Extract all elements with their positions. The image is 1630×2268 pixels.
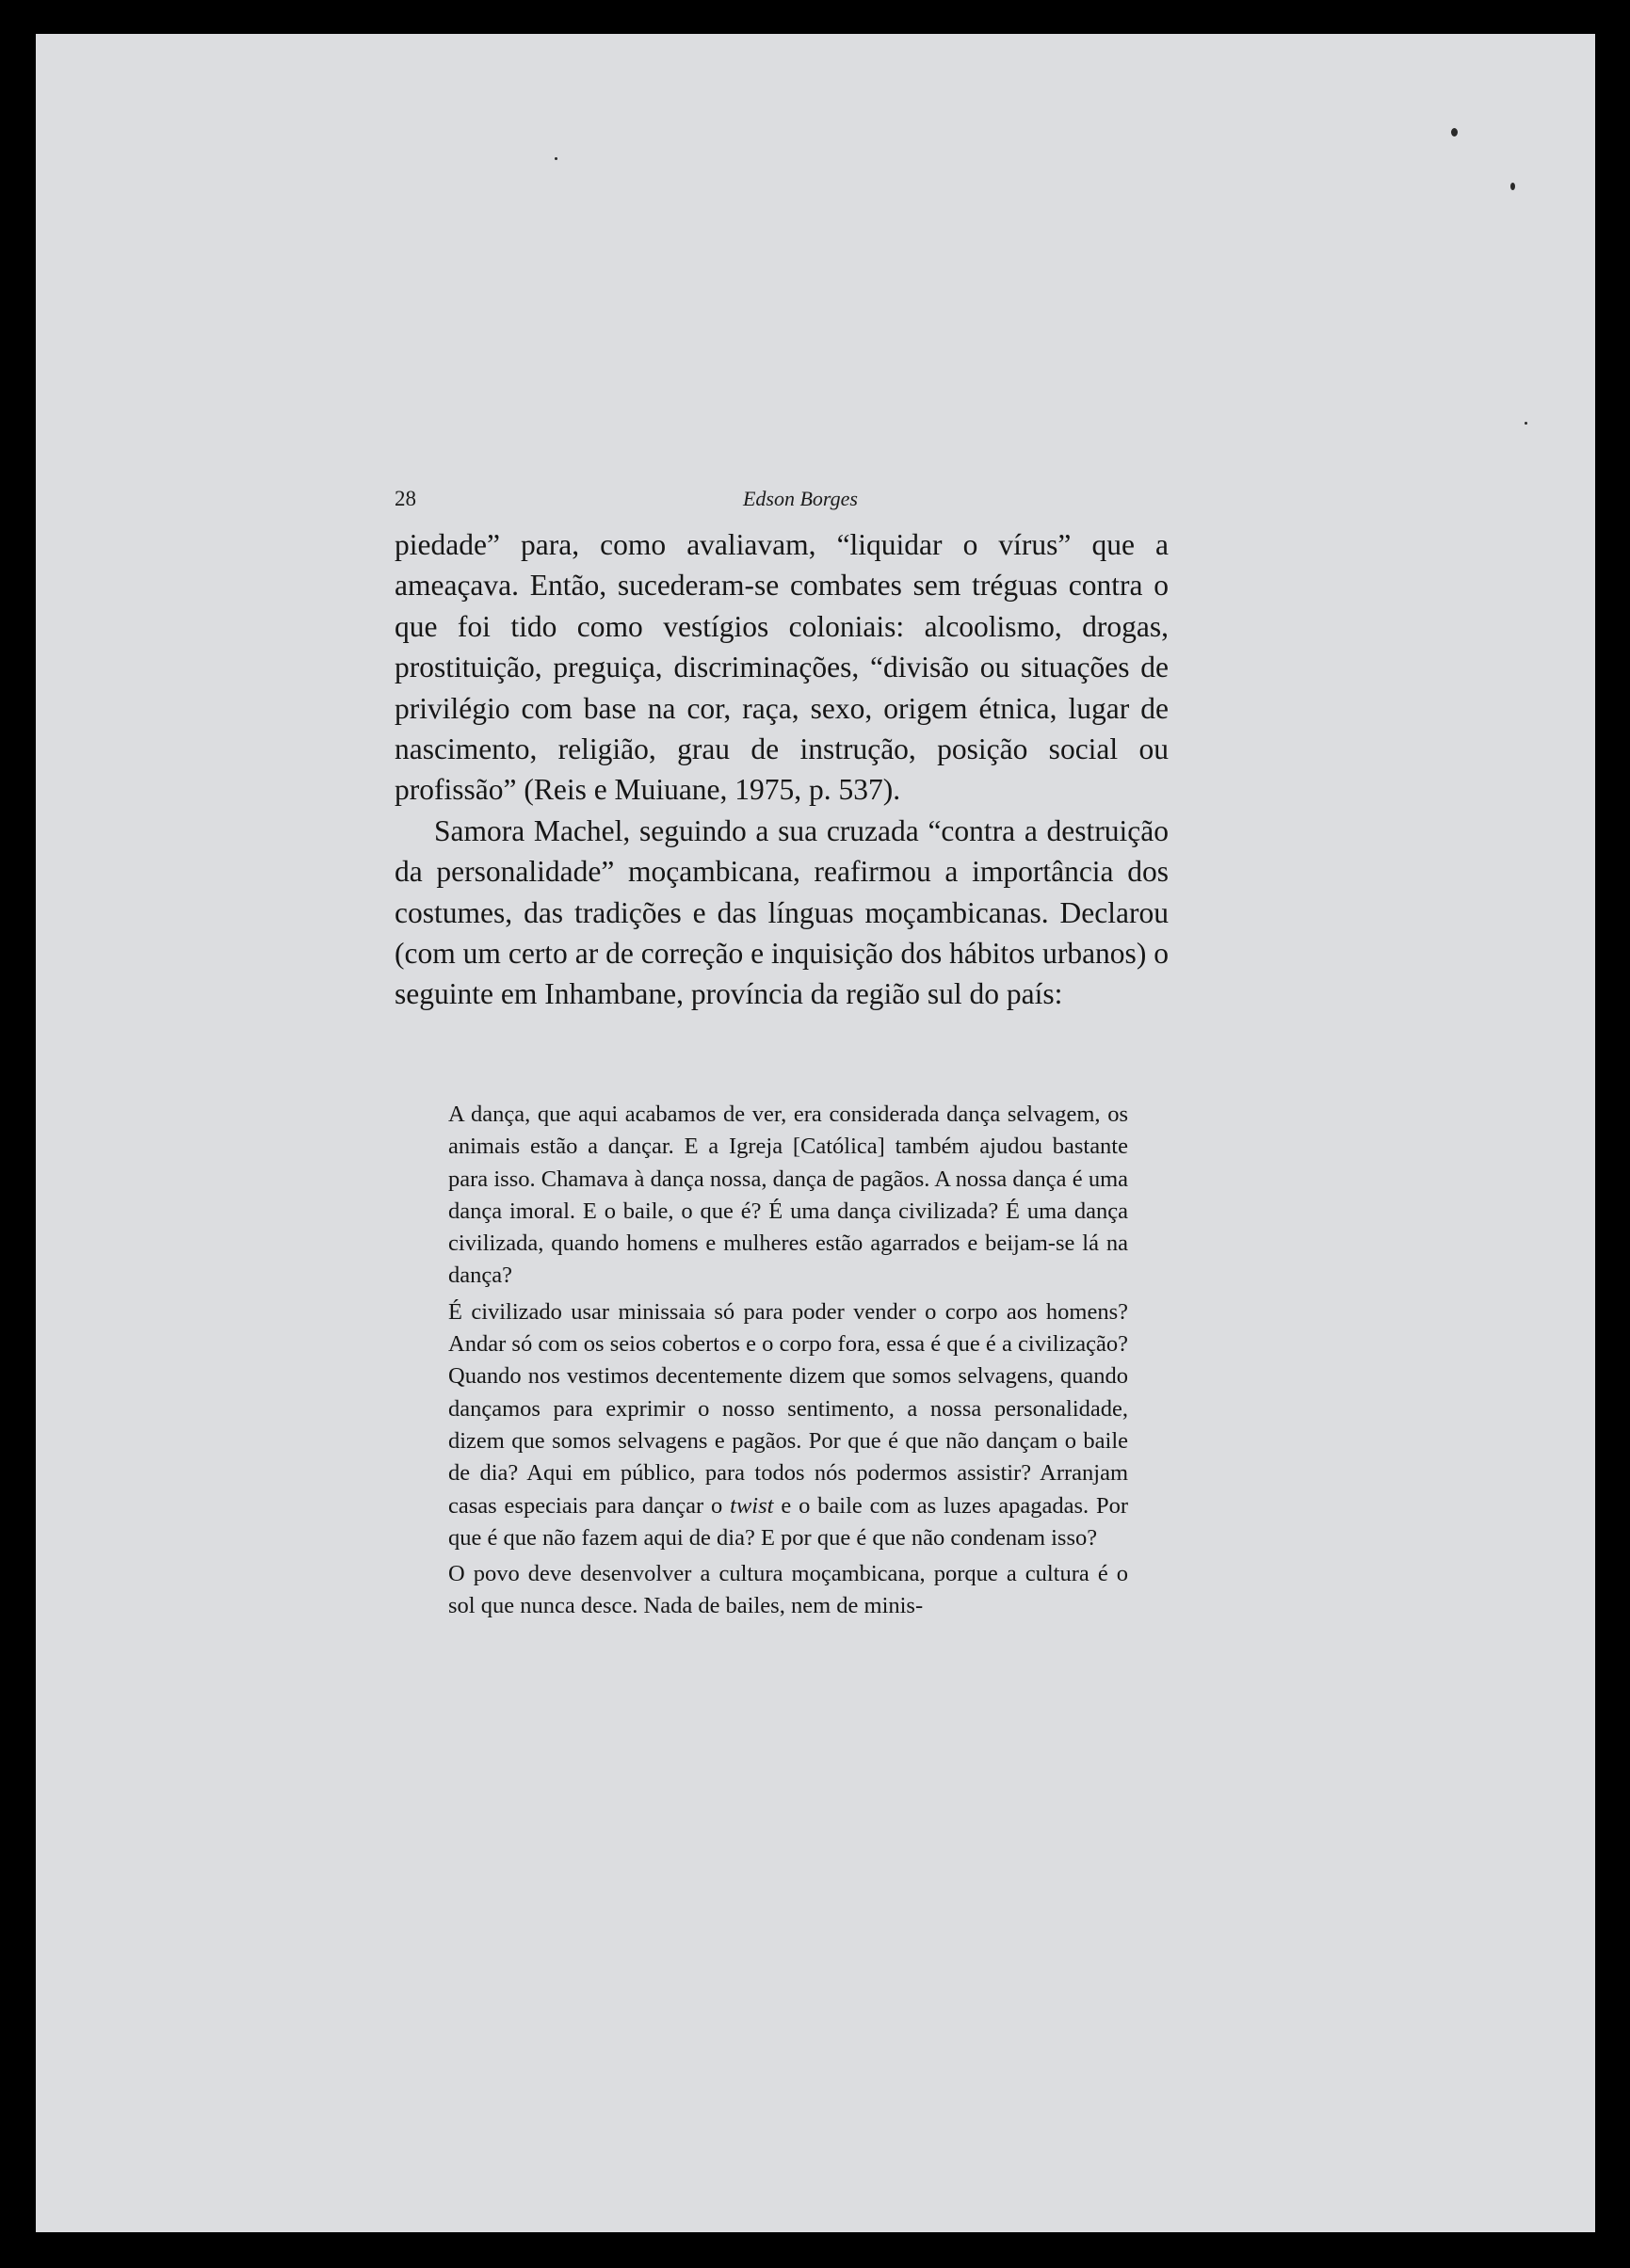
quote-paragraph — [448, 1296, 1128, 1554]
body-text — [395, 524, 1169, 1015]
quote-paragraph: A dança, que aqui acabamos de ver, era considerada dança selvagem, os animais estão a dançar. E a Igreja [Católica] também ajudou bastante para isso. Chamava à dança nossa, dança de pagãos. A nossa dança é uma dança imoral. E o baile, o que é? É uma dança civilizada? É uma dança civilizada, quando homens e mulheres estão agarrados e beijam-se lá na dança? — [448, 1102, 1128, 1289]
running-head — [395, 480, 1206, 518]
quote-italic-term: twist — [730, 1492, 774, 1519]
scan-speck — [1451, 128, 1458, 137]
block-quote — [448, 1099, 1128, 1627]
running-title: Edson Borges — [742, 487, 858, 510]
body-paragraph: Samora Machel, seguindo a sua cruzada “contra a destruição da personalidade” moçambicana, reafirmou a importância dos costumes, das tradições e das línguas moçambicanas. Declarou (com um certo ar de correção e inquisição dos hábitos urbanos) o seguinte em Inhambane, província da região sul do país: — [395, 813, 1169, 1011]
scan-speck — [1525, 422, 1527, 425]
page-number: 28 — [395, 487, 416, 510]
quote-text: e o baile com as luzes apagadas. Por que é que não fazem aqui de dia? E por que é que não condenam isso? — [448, 1492, 1129, 1551]
body-paragraph: piedade” para, como avaliavam, “liquidar o vírus” que a ameaçava. Então, sucederam-se combates sem tréguas contra o que foi tido como vestígios coloniais: alcoolismo, drogas, prostituição, preguiça, discriminações, “divisão ou situações de privilégio com base na cor, raça, sexo, origem étnica, lugar de nascimento, religião, grau de instrução, posição social ou profissão” (Reis e Muiuane, 1975, p. 537). — [395, 528, 1169, 807]
quote-paragraph: O povo deve desenvolver a cultura moçambicana, porque a cultura é o sol que nunca desce. Nada de bailes, nem de minis- — [448, 1561, 1128, 1619]
scan-speck — [1510, 183, 1515, 190]
scan-speck — [555, 157, 557, 160]
quote-text: É civilizado usar minissaia só para poder vender o corpo aos homens? Andar só com os seios cobertos e o corpo fora, essa é que é a civilização? Quando nos vestimos decentemente dizem que somos selvagens, quando dançamos para exprimir o nosso sentimento, a nossa personalidade, dizem que somos selvagens e pagãos. Por que é que não dançam o baile de dia? Aqui em público, para todos nós podermos assistir? Arranjam casas especiais para dançar o — [448, 1298, 1128, 1519]
